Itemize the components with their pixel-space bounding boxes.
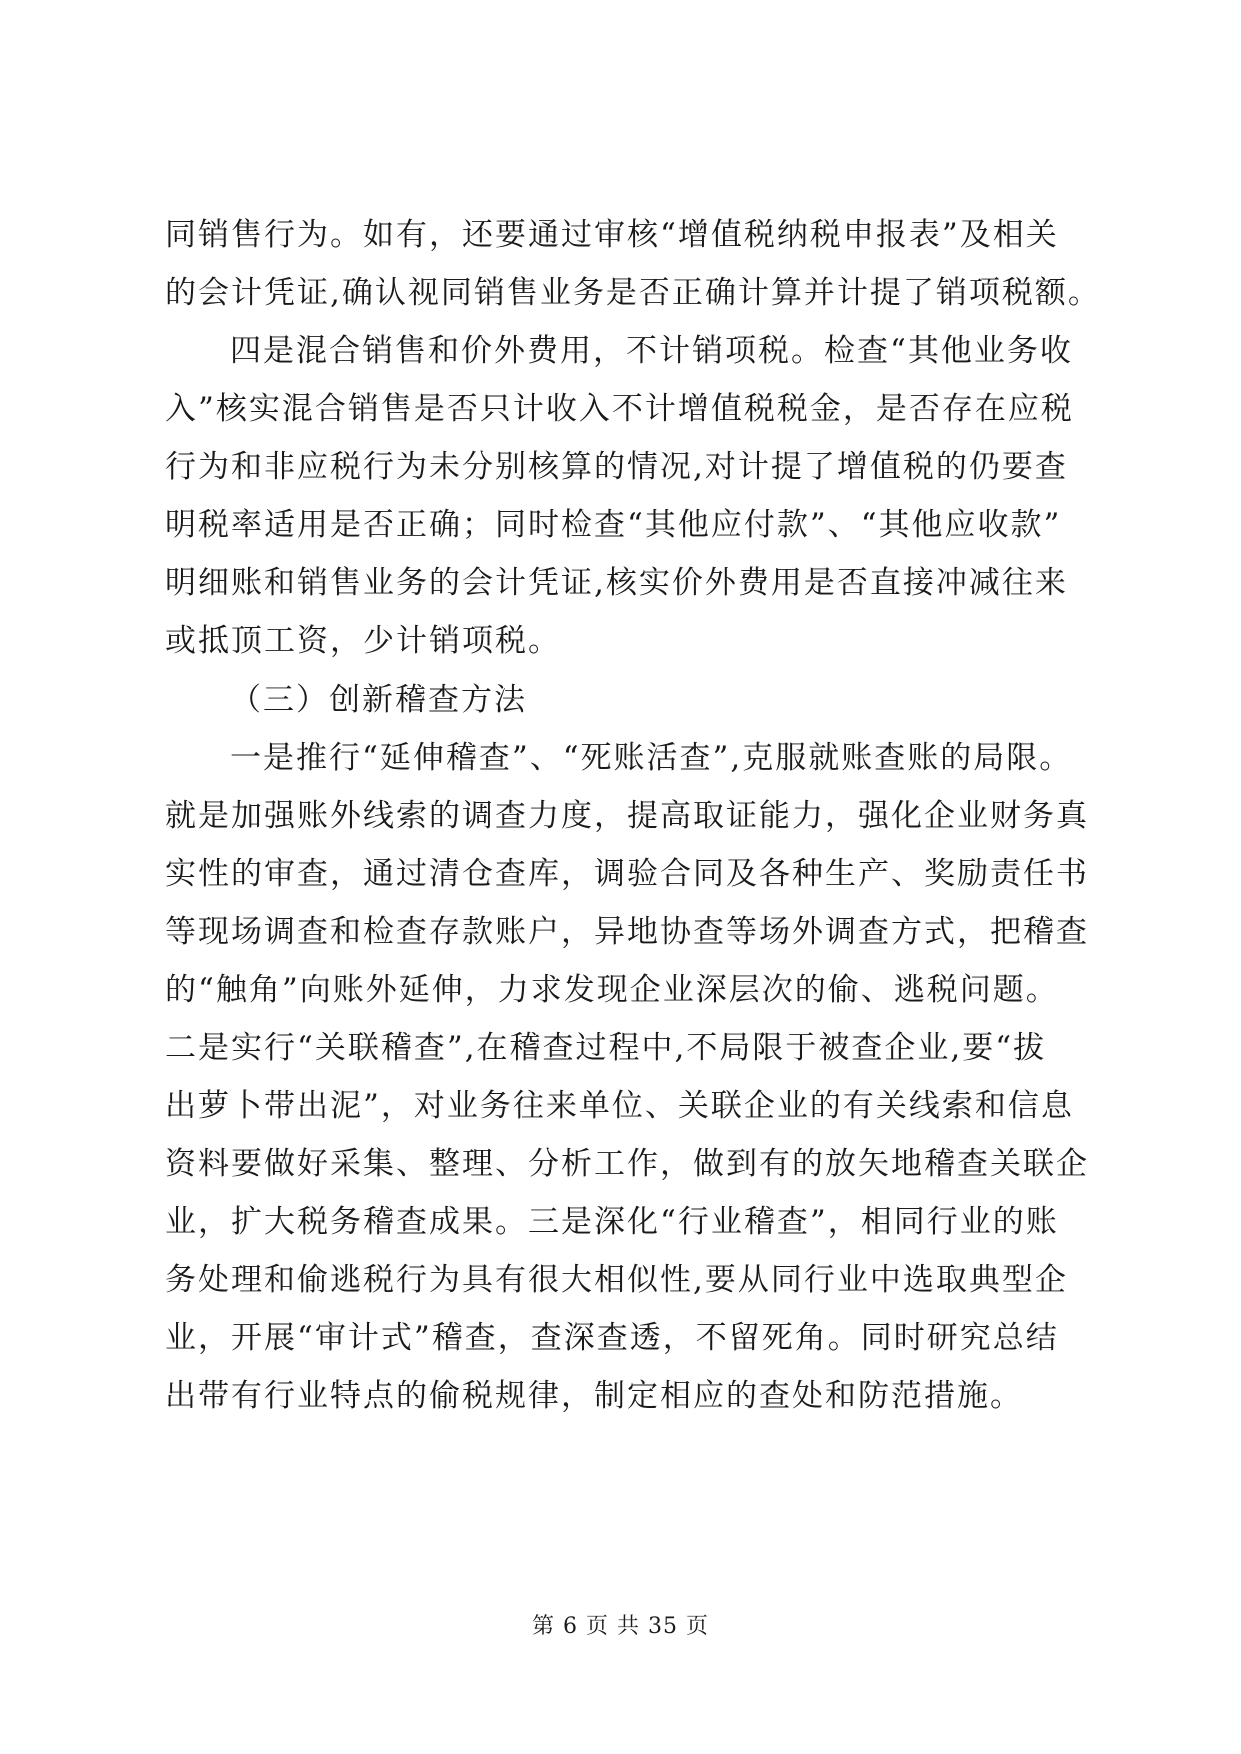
body-text-line: 同销售行为。如有，还要通过审核“增值税纳税申报表”及相关 xyxy=(165,217,1059,253)
body-text-line: 的会计凭证,确认视同销售业务是否正确计算并计提了销项税额。 xyxy=(165,275,1101,311)
body-text-line: 的“触角”向账外延伸，力求发现企业深层次的偷、逃税问题。 xyxy=(165,972,1059,1008)
body-text-line: 业，开展“审计式”稽查，查深查透，不留死角。同时研究总结 xyxy=(165,1320,1059,1356)
body-text-line: 出萝卜带出泥”，对业务往来单位、关联企业的有关线索和信息 xyxy=(165,1088,1074,1124)
section-heading: （三）创新稽查方法 xyxy=(230,682,527,718)
body-text-line: 明税率适用是否正确；同时检查“其他应付款”、“其他应收款” xyxy=(165,507,1062,543)
paragraph-start-line: 四是混合销售和价外费用，不计销项税。检查“其他业务收 xyxy=(230,333,1073,369)
body-text-line: 就是加强账外线索的调查力度，提高取证能力，强化企业财务真 xyxy=(165,798,1089,834)
body-text-line: 行为和非应税行为未分别核算的情况,对计提了增值税的仍要查 xyxy=(165,449,1068,485)
body-text-line: 入”核实混合销售是否只计收入不计增值税税金，是否存在应税 xyxy=(165,391,1074,427)
body-text-line: 二是实行“关联稽查”,在稽查过程中,不局限于被查企业,要“拔 xyxy=(165,1030,1047,1066)
body-text-line: 出带有行业特点的偷税规律，制定相应的查处和防范措施。 xyxy=(165,1378,1023,1414)
paragraph-start-line: 一是推行“延伸稽查”、“死账活查”,克服就账查账的局限。 xyxy=(230,740,1073,776)
body-text-line: 资料要做好采集、整理、分析工作，做到有的放矢地稽查关联企 xyxy=(165,1146,1089,1182)
body-text-line: 务处理和偷逃税行为具有很大相似性,要从同行业中选取典型企 xyxy=(165,1262,1068,1298)
page-number-footer: 第 6 页 共 35 页 xyxy=(532,1614,709,1639)
body-text-line: 等现场调查和检查存款账户，异地协查等场外调查方式，把稽查 xyxy=(165,914,1089,950)
body-text-line: 业，扩大税务稽查成果。三是深化“行业稽查”，相同行业的账 xyxy=(165,1204,1059,1240)
body-text-line: 明细账和销售业务的会计凭证,核实价外费用是否直接冲减往来 xyxy=(165,565,1068,601)
body-text-line: 实性的审查，通过清仓查库，调验合同及各种生产、奖励责任书 xyxy=(165,856,1089,892)
body-text-line: 或抵顶工资，少计销项税。 xyxy=(165,623,561,659)
